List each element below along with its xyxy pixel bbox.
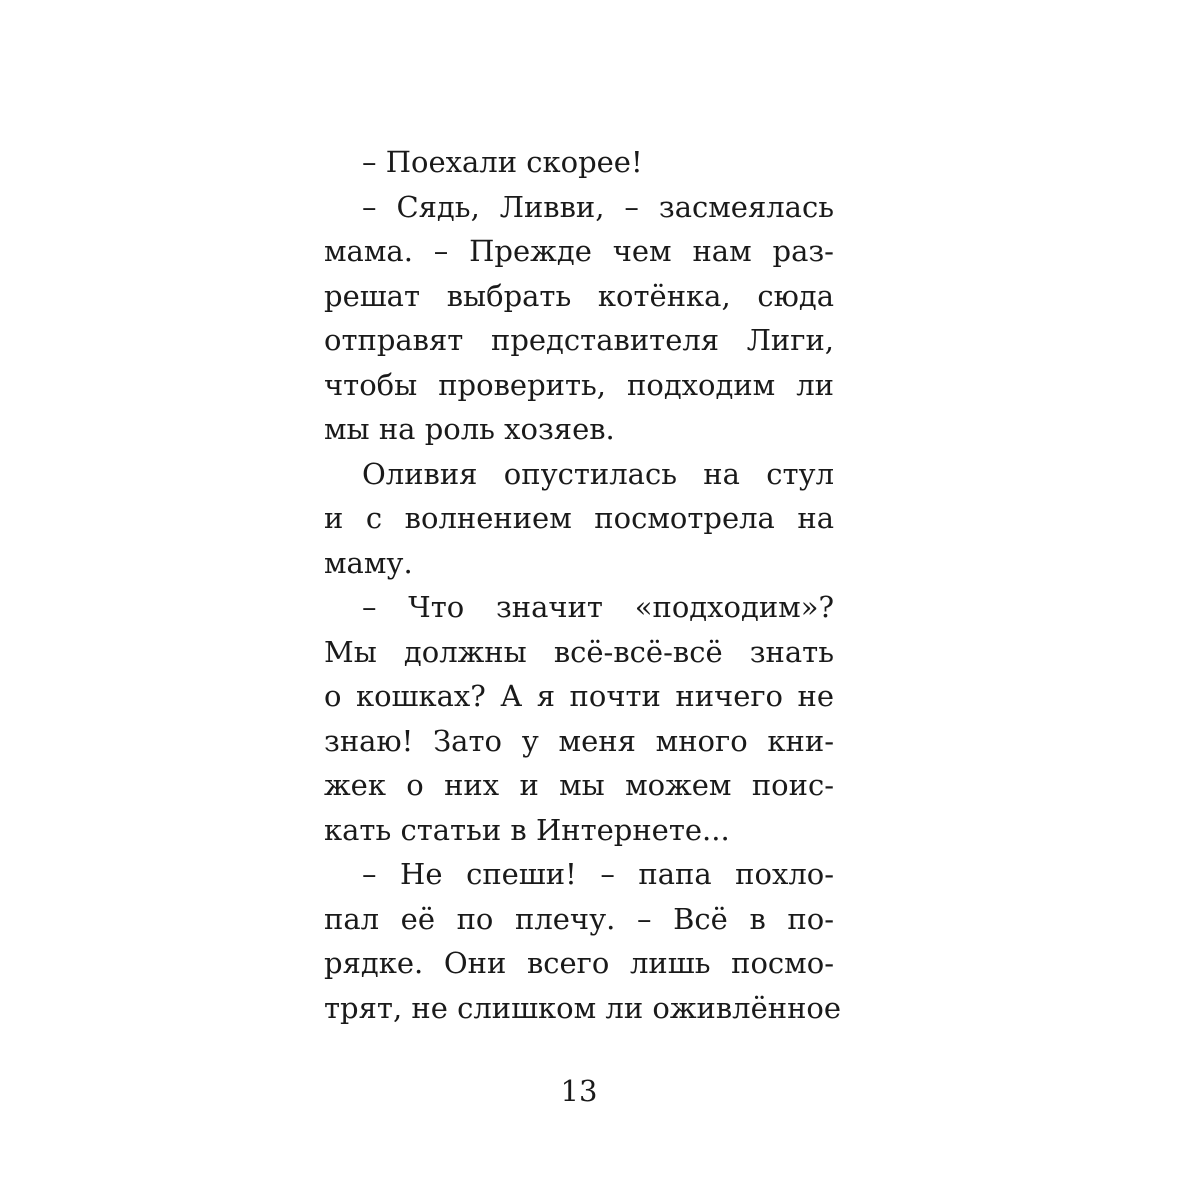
body-text <box>324 140 842 1030</box>
text-line: – Сядь, Ливви, – засмеялась <box>362 189 834 224</box>
text-line: решат выбрать котёнка, сюда <box>324 278 834 313</box>
text-line: пал её по плечу. – Всё в по- <box>324 901 834 936</box>
text-line: трят, не слишком ли оживлённое <box>324 990 842 1025</box>
text-line: мама. – Прежде чем нам раз- <box>324 234 834 268</box>
text-line: о кошках? А я почти ничего не <box>324 679 834 713</box>
text-line: Оливия опустилась на стул <box>362 456 834 491</box>
text-line: знаю! Зато у меня много кни- <box>324 723 834 758</box>
text-line: – Не спеши! – папа похло- <box>362 857 834 891</box>
text-line: жек о них и мы можем поис- <box>324 768 834 802</box>
text-line: Мы должны всё-всё-всё знать <box>324 634 834 669</box>
text-line: кать статьи в Интернете... <box>324 812 730 847</box>
text-line: рядке. Они всего лишь посмо- <box>324 946 834 980</box>
text-line: чтобы проверить, подходим ли <box>324 367 834 402</box>
page-number: 13 <box>560 1074 598 1108</box>
text-line: – Что значит «подходим»? <box>362 590 834 624</box>
text-line: маму. <box>324 545 413 580</box>
text-line: и с волнением посмотрела на <box>324 501 834 535</box>
text-line: отправят представителя Лиги, <box>324 323 834 357</box>
text-line: мы на роль хозяев. <box>324 412 615 446</box>
text-line: – Поехали скорее! <box>362 145 643 179</box>
